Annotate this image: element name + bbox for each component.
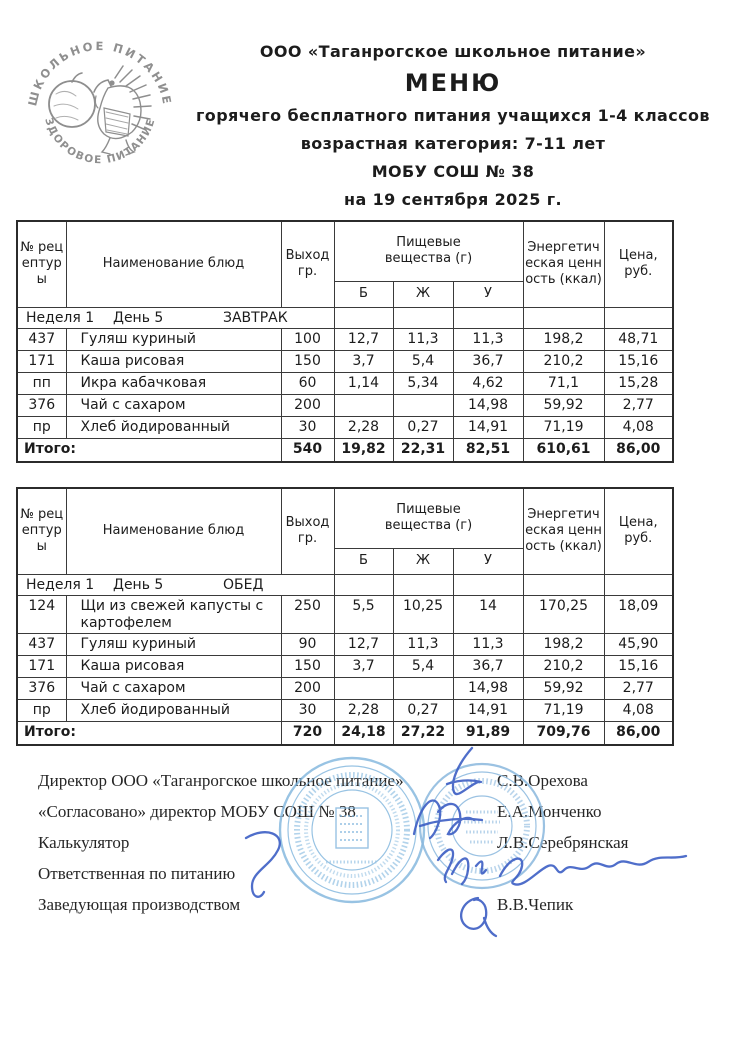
cell-price: 48,71 — [604, 328, 673, 350]
logo-top-text: ШКОЛЬНОЕ ПИТАНИЕ — [25, 38, 175, 108]
signature-person-name: Е.А.Монченко — [497, 802, 602, 821]
cell-output: 30 — [281, 699, 334, 721]
cell-carbs: 36,7 — [453, 350, 523, 372]
cell-recipe-no: пр — [17, 699, 66, 721]
section-empty-cell — [604, 307, 673, 328]
cell-fat: 5,4 — [393, 350, 453, 372]
col-header-dish-name: Наименование блюд — [66, 488, 281, 574]
section-cell — [17, 307, 334, 328]
cell-protein — [334, 677, 393, 699]
cell-dish-name: Чай с сахаром — [66, 677, 281, 699]
total-label-cell: Итого: — [17, 438, 281, 462]
cell-price: 2,77 — [604, 394, 673, 416]
total-u-cell: 91,89 — [453, 721, 523, 745]
signature-row — [38, 895, 702, 915]
nutrients-group-label: Пищевые вещества (г) — [384, 235, 473, 267]
signature-person-name: В.В.Чепик — [497, 895, 574, 914]
menu-row — [17, 595, 673, 633]
week-label: Неделя 1 — [26, 576, 95, 593]
section-empty-cell — [604, 574, 673, 595]
col-header-fat: Ж — [393, 281, 453, 307]
total-out-cell: 540 — [281, 438, 334, 462]
menu-row — [17, 350, 673, 372]
total-out-cell: 720 — [281, 721, 334, 745]
signature-role-label: Директор ООО «Таганрогское школьное питание» — [38, 771, 404, 790]
signature-person-name: Л.В.Серебрянская — [497, 833, 629, 852]
total-row — [17, 438, 673, 462]
cell-dish-name: Каша рисовая — [66, 350, 281, 372]
col-header-recipe-no: № рецептуры — [17, 488, 66, 574]
day-label: День 5 — [113, 576, 164, 593]
signature-block — [38, 771, 702, 926]
col-header-recipe-no: № рецептуры — [17, 221, 66, 307]
svg-text:ШКОЛЬНОЕ ПИТАНИЕ — [25, 39, 174, 107]
section-empty-cell — [393, 574, 453, 595]
cell-protein: 5,5 — [334, 595, 393, 633]
cell-carbs: 14 — [453, 595, 523, 633]
cell-dish-name: Чай с сахаром — [66, 394, 281, 416]
document-title: МЕНЮ — [404, 69, 502, 97]
cell-dish-name: Щи из свежей капусты с картофелем — [66, 595, 281, 633]
menu-table-breakfast — [16, 220, 674, 463]
section-empty-cell — [334, 307, 393, 328]
col-header-output: Выход гр. — [281, 221, 334, 307]
total-b-cell: 24,18 — [334, 721, 393, 745]
col-header-protein: Б — [334, 548, 393, 574]
cell-fat: 10,25 — [393, 595, 453, 633]
col-header-carbs: У — [453, 281, 523, 307]
cell-protein: 1,14 — [334, 372, 393, 394]
signature-role-label: «Согласовано» директор МОБУ СОШ № 38 — [38, 802, 356, 821]
menu-row — [17, 699, 673, 721]
cell-fat: 5,4 — [393, 655, 453, 677]
cell-recipe-no: 124 — [17, 595, 66, 633]
document-header — [170, 42, 736, 209]
cell-price: 45,90 — [604, 633, 673, 655]
cell-protein: 3,7 — [334, 350, 393, 372]
cell-dish-name: Икра кабачковая — [66, 372, 281, 394]
cell-output: 200 — [281, 677, 334, 699]
school-nutrition-logo — [16, 26, 184, 192]
cell-dish-name: Хлеб йодированный — [66, 699, 281, 721]
total-zh-cell: 27,22 — [393, 721, 453, 745]
col-header-price: Цена, руб. — [604, 488, 673, 574]
total-price-cell: 86,00 — [604, 438, 673, 462]
cell-carbs: 14,98 — [453, 677, 523, 699]
signature-role-label: Калькулятор — [38, 833, 130, 852]
cell-protein: 12,7 — [334, 328, 393, 350]
cell-carbs: 11,3 — [453, 633, 523, 655]
cell-protein: 2,28 — [334, 699, 393, 721]
cell-dish-name: Гуляш куриный — [66, 633, 281, 655]
cell-price: 15,28 — [604, 372, 673, 394]
cell-carbs: 36,7 — [453, 655, 523, 677]
cell-recipe-no: 376 — [17, 394, 66, 416]
col-header-energy: Энергетическая ценность (ккал) — [523, 488, 604, 574]
section-empty-cell — [334, 574, 393, 595]
cell-protein: 2,28 — [334, 416, 393, 438]
cell-dish-name: Гуляш куриный — [66, 328, 281, 350]
cell-energy: 59,92 — [523, 394, 604, 416]
menu-row — [17, 416, 673, 438]
signature-role-label: Заведующая производством — [38, 895, 241, 914]
col-header-price: Цена, руб. — [604, 221, 673, 307]
cell-recipe-no: 376 — [17, 677, 66, 699]
logo-bottom-text: ЗДОРОВОЕ ПИТАНИЕ — [42, 116, 158, 167]
cell-output: 150 — [281, 350, 334, 372]
cell-price: 4,08 — [604, 699, 673, 721]
menu-date: на 19 сентября 2025 г. — [343, 190, 562, 209]
cell-carbs: 14,91 — [453, 699, 523, 721]
organization-name: ООО «Таганрогское школьное питание» — [259, 42, 647, 61]
cell-fat: 11,3 — [393, 328, 453, 350]
total-row — [17, 721, 673, 745]
section-empty-cell — [453, 574, 523, 595]
section-row — [17, 307, 673, 328]
cell-price: 15,16 — [604, 655, 673, 677]
cell-energy: 198,2 — [523, 328, 604, 350]
col-header-output: Выход гр. — [281, 488, 334, 574]
cell-output: 90 — [281, 633, 334, 655]
cell-price: 15,16 — [604, 350, 673, 372]
meal-label: ЗАВТРАК — [223, 309, 288, 326]
total-kcal-cell: 610,61 — [523, 438, 604, 462]
menu-row — [17, 633, 673, 655]
cell-protein — [334, 394, 393, 416]
cell-recipe-no: 437 — [17, 328, 66, 350]
menu-row — [17, 372, 673, 394]
signature-row — [38, 864, 702, 884]
menu-row — [17, 655, 673, 677]
nutrients-group-label: Пищевые вещества (г) — [384, 502, 473, 534]
total-label-cell: Итого: — [17, 721, 281, 745]
section-empty-cell — [523, 574, 604, 595]
section-empty-cell — [523, 307, 604, 328]
signature-row — [38, 833, 702, 853]
cell-energy: 71,1 — [523, 372, 604, 394]
section-row — [17, 574, 673, 595]
cell-output: 30 — [281, 416, 334, 438]
col-header-dish-name: Наименование блюд — [66, 221, 281, 307]
cell-protein: 12,7 — [334, 633, 393, 655]
col-header-nutrients-group — [334, 488, 523, 548]
cell-carbs: 14,98 — [453, 394, 523, 416]
cell-fat — [393, 394, 453, 416]
cell-recipe-no: 171 — [17, 350, 66, 372]
cell-fat: 5,34 — [393, 372, 453, 394]
signature-person-name: С.В.Орехова — [497, 771, 588, 790]
total-price-cell: 86,00 — [604, 721, 673, 745]
section-empty-cell — [453, 307, 523, 328]
cell-energy: 198,2 — [523, 633, 604, 655]
section-empty-cell — [393, 307, 453, 328]
cell-fat: 0,27 — [393, 416, 453, 438]
cell-energy: 210,2 — [523, 655, 604, 677]
cell-output: 200 — [281, 394, 334, 416]
cell-fat: 11,3 — [393, 633, 453, 655]
cell-carbs: 14,91 — [453, 416, 523, 438]
cell-output: 150 — [281, 655, 334, 677]
col-header-protein: Б — [334, 281, 393, 307]
cell-dish-name: Хлеб йодированный — [66, 416, 281, 438]
signature-person-name — [497, 864, 702, 884]
week-label: Неделя 1 — [26, 309, 95, 326]
cell-energy: 210,2 — [523, 350, 604, 372]
cell-recipe-no: пп — [17, 372, 66, 394]
cell-recipe-no: пр — [17, 416, 66, 438]
menu-table-lunch — [16, 487, 674, 746]
cell-output: 250 — [281, 595, 334, 633]
cell-output: 60 — [281, 372, 334, 394]
cell-protein: 3,7 — [334, 655, 393, 677]
cell-fat — [393, 677, 453, 699]
total-u-cell: 82,51 — [453, 438, 523, 462]
day-label: День 5 — [113, 309, 164, 326]
meal-label: ОБЕД — [223, 576, 264, 593]
signature-role-label: Ответственная по питанию — [38, 864, 236, 883]
age-category: возрастная категория: 7-11 лет — [300, 134, 606, 153]
cell-price: 4,08 — [604, 416, 673, 438]
cell-recipe-no: 171 — [17, 655, 66, 677]
col-header-nutrients-group — [334, 221, 523, 281]
menu-subtitle: горячего бесплатного питания учащихся 1-4 классов — [196, 106, 710, 125]
col-header-energy: Энергетическая ценность (ккал) — [523, 221, 604, 307]
total-b-cell: 19,82 — [334, 438, 393, 462]
section-cell — [17, 574, 334, 595]
col-header-carbs: У — [453, 548, 523, 574]
menu-row — [17, 394, 673, 416]
menu-row — [17, 328, 673, 350]
cell-energy: 170,25 — [523, 595, 604, 633]
cell-energy: 71,19 — [523, 699, 604, 721]
school-name: МОБУ СОШ № 38 — [371, 162, 535, 181]
cell-price: 18,09 — [604, 595, 673, 633]
signature-row — [38, 771, 702, 791]
menu-row — [17, 677, 673, 699]
cell-carbs: 4,62 — [453, 372, 523, 394]
total-kcal-cell: 709,76 — [523, 721, 604, 745]
cell-recipe-no: 437 — [17, 633, 66, 655]
cell-fat: 0,27 — [393, 699, 453, 721]
col-header-fat: Ж — [393, 548, 453, 574]
cell-dish-name: Каша рисовая — [66, 655, 281, 677]
cell-output: 100 — [281, 328, 334, 350]
total-zh-cell: 22,31 — [393, 438, 453, 462]
cell-energy: 59,92 — [523, 677, 604, 699]
cell-energy: 71,19 — [523, 416, 604, 438]
cell-price: 2,77 — [604, 677, 673, 699]
cell-carbs: 11,3 — [453, 328, 523, 350]
signature-row — [38, 802, 702, 822]
